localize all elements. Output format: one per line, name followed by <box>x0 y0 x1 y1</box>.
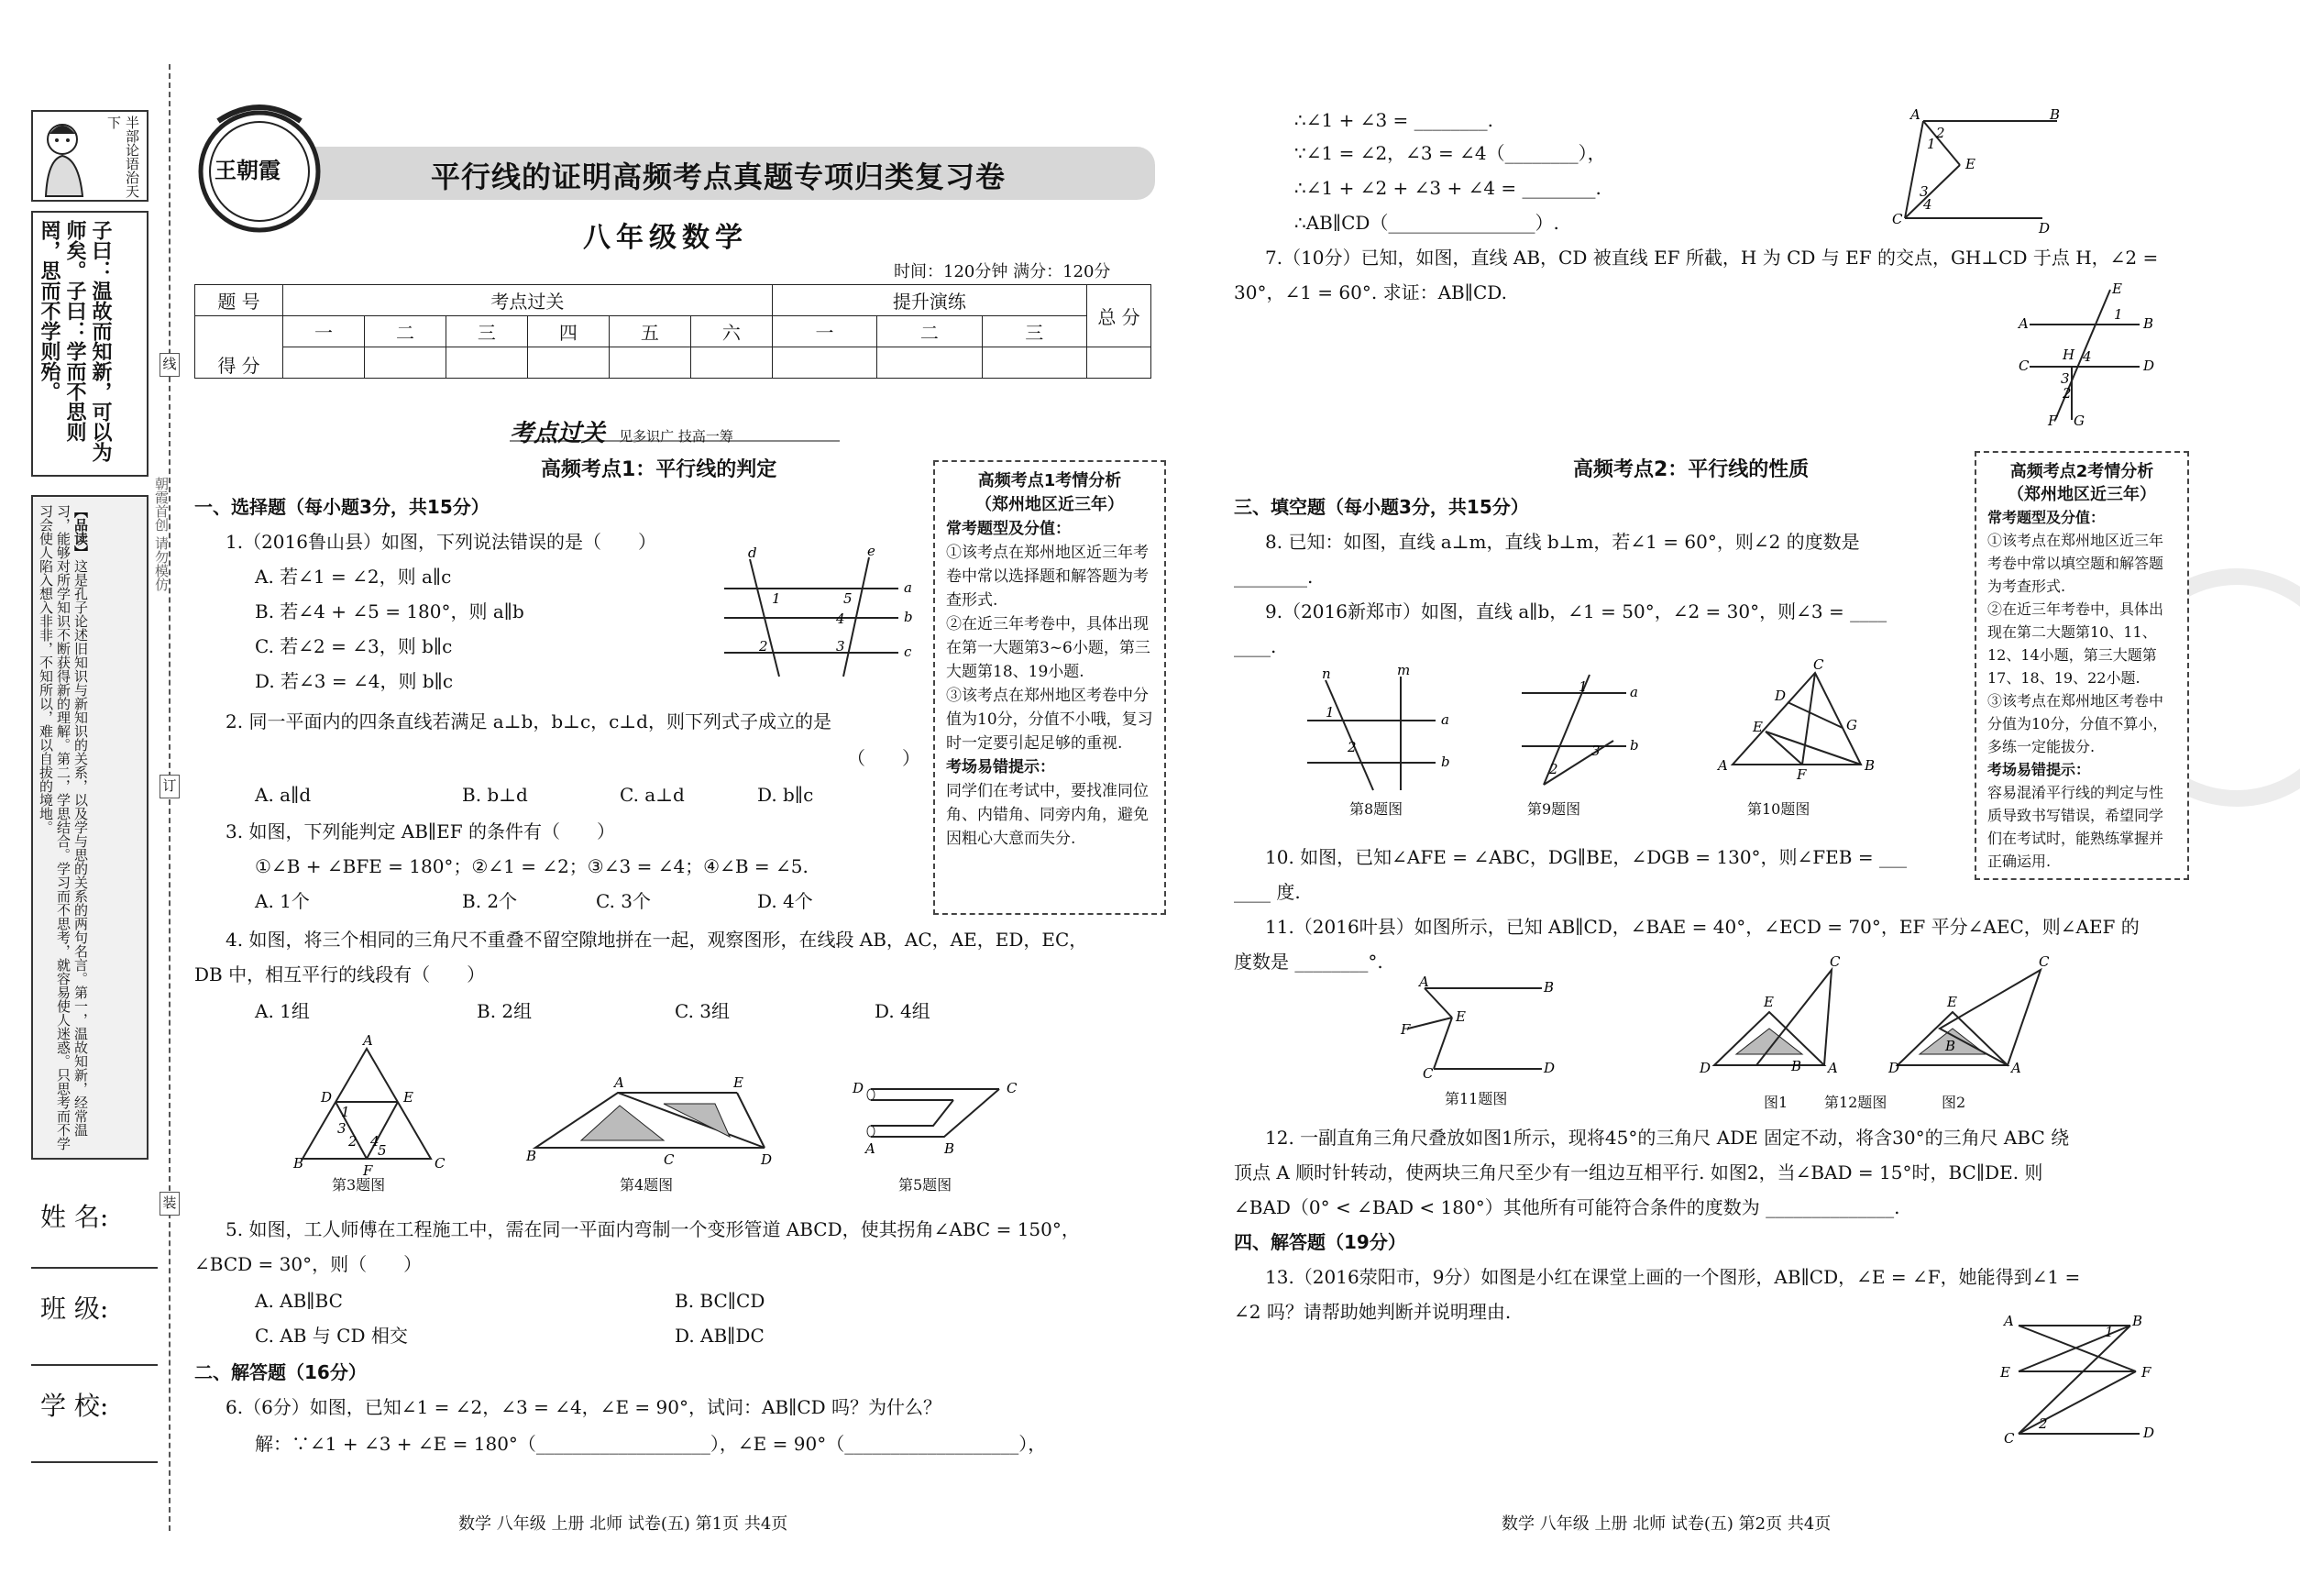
kp2-analysis-box <box>1975 451 2189 880</box>
score-cell[interactable] <box>446 347 527 379</box>
svg-text:F: F <box>2141 1364 2151 1381</box>
q11-line1: 11.（2016叶县）如图所示，已知 AB∥CD，∠BAE = 40°，∠ECD = 70°，EF 平分∠AEC，则∠AEF 的 <box>1265 916 2140 938</box>
class-field[interactable] <box>31 1364 158 1366</box>
score-cell[interactable] <box>1087 347 1151 379</box>
q7-line2: 30°，∠1 = 60°. 求证：AB∥CD. <box>1234 281 1507 303</box>
score-cell[interactable] <box>772 347 876 379</box>
svg-text:B: B <box>526 1148 537 1164</box>
svg-text:B: B <box>1544 979 1555 996</box>
svg-text:A: A <box>363 1032 373 1049</box>
svg-text:C: C <box>2019 358 2030 374</box>
kp1-analysis-box <box>933 460 1166 915</box>
svg-text:D: D <box>2143 1425 2155 1441</box>
svg-text:E: E <box>1947 994 1957 1010</box>
fig3-caption: 第3题图 <box>332 1176 386 1194</box>
svg-text:E: E <box>733 1074 743 1091</box>
q2-paren: （ ） <box>847 747 920 769</box>
svg-text:a: a <box>904 579 912 596</box>
svg-text:1: 1 <box>2114 306 2123 323</box>
svg-text:4: 4 <box>2083 348 2092 365</box>
q2-opt-b: B. b⊥d <box>462 784 528 806</box>
svg-text:B: B <box>293 1155 304 1172</box>
fig3-diagram <box>275 1034 458 1181</box>
q4-opt-b: B. 2组 <box>477 1000 533 1022</box>
q4-opt-d: D. 4组 <box>875 1000 930 1022</box>
part1-heading: 一、选择题（每小题3分，共15分） <box>194 496 490 518</box>
q1-opt-c: C. 若∠2 = ∠3，则 b∥c <box>255 635 453 657</box>
q9-line2: ____. <box>1234 635 1277 657</box>
svg-text:3: 3 <box>1591 743 1601 759</box>
svg-text:E: E <box>1764 994 1774 1010</box>
score-group2: 提升演练 <box>772 285 1086 316</box>
svg-text:H: H <box>2063 347 2075 363</box>
q8-line1: 8. 已知：如图，直线 a⊥m，直线 b⊥m，若∠1 = 60°，则∠2 的度数是 <box>1265 531 1860 553</box>
svg-text:4: 4 <box>836 611 845 627</box>
q13-line2: ∠2 吗？请帮助她判断并说明理由. <box>1234 1301 1512 1323</box>
q3-opt-d: D. 4个 <box>757 890 813 912</box>
svg-text:A: A <box>2004 1313 2014 1329</box>
svg-text:n: n <box>1322 666 1331 682</box>
kp1-box-p3: ③该考点在郑州地区考卷中分值为10分，分值不小哦，复习时一定要引起足够的重视. <box>946 687 1153 753</box>
svg-text:A: A <box>2011 1060 2021 1076</box>
svg-text:E: E <box>1753 719 1763 735</box>
school-label: 学 校: <box>40 1391 109 1421</box>
score-cell[interactable] <box>364 347 446 379</box>
fig9-diagram <box>1516 667 1645 796</box>
q3-opt-a: A. 1个 <box>255 890 310 912</box>
svg-text:3: 3 <box>2061 370 2070 387</box>
svg-text:4: 4 <box>370 1133 380 1150</box>
footer-left: 数学 八年级 上册 北师 试卷(五) 第1页 共4页 <box>458 1514 788 1534</box>
q3-opt-c: C. 3个 <box>596 890 652 912</box>
fig4-caption: 第4题图 <box>620 1176 674 1194</box>
section-banner <box>510 414 840 447</box>
svg-text:2: 2 <box>348 1133 358 1150</box>
svg-text:A: A <box>1828 1060 1838 1076</box>
svg-text:2: 2 <box>1348 739 1357 755</box>
svg-text:2: 2 <box>1549 761 1558 777</box>
svg-text:3: 3 <box>337 1120 347 1137</box>
svg-text:C: C <box>2039 953 2050 970</box>
part2-heading: 二、解答题（16分） <box>194 1361 367 1383</box>
q12-line1: 12. 一副直角三角尺叠放如图1所示，现将45°的三角尺 ADE 固定不动，将含30°的三角尺 ABC 绕 <box>1265 1127 2070 1149</box>
q11-line2: 度数是 ________°. <box>1234 951 1383 973</box>
svg-text:C: C <box>664 1151 675 1168</box>
q9-line1: 9.（2016新郑市）如图，直线 a∥b，∠1 = 50°，∠2 = 30°，则∠3 = ____ <box>1265 600 1887 622</box>
svg-text:B: B <box>1945 1038 1956 1054</box>
svg-text:F: F <box>1797 766 1807 783</box>
kp1-box-subtitle: （郑州地区近三年） <box>975 495 1124 514</box>
svg-text:D: D <box>1775 688 1787 704</box>
svg-text:2: 2 <box>2039 1415 2048 1432</box>
fig4-diagram <box>526 1074 801 1175</box>
kp2-box-title: 高频考点2考情分析 <box>2009 462 2154 481</box>
q10-line1: 10. 如图，已知∠AFE = ∠ABC，DG∥BE，∠DGB = 130°，则∠FEB = ___ <box>1265 846 1907 868</box>
svg-text:A: A <box>1419 974 1429 990</box>
q5-line2: ∠BCD = 30°，则（ ） <box>194 1253 423 1275</box>
svg-text:E: E <box>2000 1364 2010 1381</box>
svg-text:E: E <box>2112 281 2122 297</box>
reading-box <box>31 495 149 1160</box>
quote-box <box>31 211 149 477</box>
fig5-diagram <box>853 1071 1036 1172</box>
q2-opt-a: A. a∥d <box>255 784 312 806</box>
fig8-caption: 第8题图 <box>1349 800 1403 818</box>
q5-opt-c: C. AB 与 CD 相交 <box>255 1325 408 1347</box>
score-row1-label: 题 号 <box>195 285 283 316</box>
q12-line3: ∠BAD（0° < ∠BAD < 180°）其他所有可能符合条件的度数为 ______________. <box>1234 1196 1900 1218</box>
kp1-box-h2: 考场易错提示： <box>946 758 1055 776</box>
col-7: 一 <box>772 316 876 347</box>
kp2-box-p4: 容易混淆平行线的判定与性质导致书写错误，希望同学们在考试时，能熟练掌握并正确运用. <box>1987 784 2164 870</box>
svg-text:G: G <box>2074 413 2085 429</box>
q1-stem: 1.（2016鲁山县）如图，下列说法错误的是（ ） <box>226 531 656 553</box>
kp2-box-h2: 考场易错提示： <box>1987 761 2091 778</box>
cut-mark-2: 订 <box>160 775 180 798</box>
svg-text:1: 1 <box>2105 1324 2114 1340</box>
fig9-caption: 第9题图 <box>1527 800 1581 818</box>
svg-text:B: B <box>1791 1058 1802 1074</box>
section-banner-main: 考点过关 <box>510 420 606 447</box>
kp2-box-p1: ①该考点在郑州地区近三年考卷中常以填空题和解答题为考查形式. <box>1987 532 2164 595</box>
svg-text:1: 1 <box>1579 678 1588 695</box>
fig12-cap-1: 图1 <box>1764 1094 1788 1111</box>
col-6: 六 <box>690 316 772 347</box>
svg-text:3: 3 <box>836 638 845 655</box>
proverb-top: 半部论语治天下 <box>105 116 140 198</box>
svg-text:D: D <box>2039 220 2051 237</box>
confucius-quote: 子曰：温故而知新，可以为师矣。子曰：学而不思则罔，思而不学则殆。 <box>38 220 113 462</box>
q6-cont-4: ∴AB∥CD（________________）. <box>1294 212 1559 234</box>
section-banner-sub: 见多识广 技高一筹 <box>619 428 733 445</box>
q7-figure <box>2019 281 2155 429</box>
kp1-box-p2: ②在近三年考卷中，具体出现在第一大题第3~6小题，第三大题第18、19小题. <box>946 615 1150 681</box>
fig13-diagram <box>1998 1309 2163 1447</box>
q3-opt-b: B. 2个 <box>462 890 518 912</box>
svg-text:G: G <box>1846 717 1857 733</box>
q4-line2: DB 中，相互平行的线段有（ ） <box>194 963 486 985</box>
kp1-box-title: 高频考点1考情分析 <box>977 471 1122 490</box>
kp1-box-p4: 同学们在考试中，要找准同位角、内错角、同旁内角，避免因粗心大意而失分. <box>946 782 1149 848</box>
svg-text:a: a <box>1630 684 1638 700</box>
svg-text:D: D <box>1888 1060 1900 1076</box>
q5-line1: 5. 如图，工人师傅在工程施工中，需在同一平面内弯制一个变形管道 ABCD，使其拐角∠ABC = 150°， <box>226 1218 1080 1240</box>
col-4: 四 <box>527 316 609 347</box>
col-2: 二 <box>364 316 446 347</box>
name-label: 姓 名: <box>40 1202 109 1232</box>
svg-text:B: B <box>2143 315 2154 332</box>
svg-text:D: D <box>1700 1060 1711 1076</box>
svg-text:b: b <box>1630 737 1639 754</box>
svg-text:D: D <box>853 1080 864 1096</box>
q3-stem: 3. 如图，下列能判定 AB∥EF 的条件有（ ） <box>226 820 616 842</box>
score-cell[interactable] <box>527 347 609 379</box>
q2-opt-d: D. b∥c <box>757 784 814 806</box>
score-table <box>194 284 1151 379</box>
kp1-box-p1: ①该考点在郑州地区近三年考卷中常以选择题和解答题为考查形式. <box>946 544 1149 610</box>
svg-text:1: 1 <box>341 1104 350 1120</box>
svg-text:C: C <box>1830 953 1841 970</box>
fig5-caption: 第5题图 <box>898 1176 952 1194</box>
q6-solution: 解：∵∠1 + ∠3 + ∠E = 180°（___________________），∠E = 90°（___________________）， <box>255 1433 1047 1455</box>
svg-text:D: D <box>321 1089 333 1106</box>
fig10-diagram <box>1714 656 1879 790</box>
q7-line1: 7.（10分）已知，如图，直线 AB，CD 被直线 EF 所截，H 为 CD 与 EF 的交点，GH⊥CD 于点 H，∠2 = <box>1265 247 2159 269</box>
svg-text:3: 3 <box>1920 183 1929 200</box>
svg-text:C: C <box>1892 211 1903 227</box>
svg-text:5: 5 <box>378 1142 387 1159</box>
school-field[interactable] <box>31 1461 158 1463</box>
svg-text:4: 4 <box>1923 196 1932 213</box>
q12-line2: 顶点 A 顺时针转动，使两块三角尺至少有一组边互相平行. 如图2，当∠BAD = 15°时，BC∥DE. 则 <box>1234 1161 2043 1183</box>
part3-heading: 三、填空题（每小题3分，共15分） <box>1234 496 1529 518</box>
svg-text:2: 2 <box>759 638 768 655</box>
q3-conditions: ①∠B + ∠BFE = 180°；②∠1 = ∠2；③∠3 = ∠4；④∠B = ∠5. <box>255 855 809 877</box>
svg-text:C: C <box>1813 656 1824 673</box>
col-8: 二 <box>877 316 982 347</box>
fig10-caption: 第10题图 <box>1747 800 1810 818</box>
class-label: 班 级: <box>40 1293 109 1324</box>
svg-text:E: E <box>1456 1008 1466 1025</box>
score-total: 总 分 <box>1087 285 1151 347</box>
svg-text:e: e <box>867 543 875 559</box>
svg-text:B: B <box>2132 1313 2143 1329</box>
svg-text:A: A <box>865 1140 875 1157</box>
svg-text:1: 1 <box>1927 136 1936 152</box>
kp2-box-h1: 常考题型及分值： <box>1987 509 2106 526</box>
q8-line2: ________. <box>1234 566 1314 588</box>
kp1-title: 高频考点1：平行线的判定 <box>541 458 777 481</box>
q5-opt-b: B. BC∥CD <box>675 1290 765 1312</box>
q2-stem: 2. 同一平面内的四条直线若满足 a⊥b，b⊥c，c⊥d，则下列式子成立的是 <box>226 710 831 732</box>
svg-text:C: C <box>1007 1080 1018 1096</box>
fig11-diagram <box>1401 974 1566 1082</box>
svg-text:C: C <box>2004 1430 2015 1447</box>
q1-opt-a: A. 若∠1 = ∠2，则 a∥c <box>255 566 452 588</box>
col-5: 五 <box>609 316 690 347</box>
svg-text:a: a <box>1441 711 1449 728</box>
svg-text:1: 1 <box>1326 704 1335 721</box>
reading-text: 这是孔子论述旧知识与新知识的关系，以及学与思的关系的两句名言。第一，温故知新，经常温习，能够对所学知识不断获得新的理解。第二，学思结合。学习而不思考，就容易使人迷惑。只思考而不学习会使人陷入想入非非，不知所以，难以自拔的境地。 <box>38 504 89 1150</box>
q6-cont-3: ∴∠1 + ∠2 + ∠3 + ∠4 = ________. <box>1294 177 1601 199</box>
q1-opt-d: D. 若∠3 = ∠4，则 b∥c <box>255 670 454 692</box>
q13-line1: 13.（2016荥阳市，9分）如图是小红在课堂上画的一个图形，AB∥CD，∠E = ∠F，她能得到∠1 = <box>1265 1266 2081 1288</box>
fig11-caption: 第11题图 <box>1445 1090 1508 1107</box>
q6-figure <box>1887 106 2070 237</box>
svg-text:A: A <box>1718 757 1728 774</box>
svg-text:1: 1 <box>772 590 781 607</box>
part4-heading: 四、解答题（19分） <box>1234 1231 1406 1253</box>
reading-title: 【品读】 <box>72 504 89 559</box>
binding-margin <box>0 0 177 1596</box>
svg-text:C: C <box>435 1155 446 1172</box>
seal-text: 朝霞首创 请勿模仿 <box>153 477 170 591</box>
q6-stem: 6.（6分）如图，已知∠1 = ∠2，∠3 = ∠4，∠E = 90°，试问：AB∥CD 吗？为什么？ <box>226 1396 942 1418</box>
page-title: 平行线的证明高频考点真题专项归类复习卷 <box>431 160 1007 194</box>
subtitle: 八年级数学 <box>583 222 748 254</box>
score-cell[interactable] <box>283 347 365 379</box>
fig12-image1 <box>1700 953 1846 1078</box>
score-cell[interactable] <box>690 347 772 379</box>
svg-text:b: b <box>1441 754 1450 770</box>
svg-text:F: F <box>2048 413 2058 429</box>
svg-text:A: A <box>2019 315 2029 332</box>
svg-text:D: D <box>2143 358 2155 374</box>
svg-text:F: F <box>1401 1021 1411 1038</box>
q2-opt-c: C. a⊥d <box>620 784 685 806</box>
q1-opt-b: B. 若∠4 + ∠5 = 180°，则 a∥b <box>255 600 524 622</box>
svg-text:m: m <box>1397 662 1411 678</box>
fig12-cap-main: 第12题图 <box>1824 1094 1887 1111</box>
name-field[interactable] <box>31 1267 158 1269</box>
kp2-box-p2: ②在近三年考卷中，具体出现在第二大题第10、11、12、14小题，第三大题第17、18、19、22小题. <box>1987 600 2164 687</box>
svg-text:E: E <box>1965 156 1975 172</box>
svg-text:B: B <box>1865 757 1876 774</box>
q4-opt-a: A. 1组 <box>255 1000 310 1022</box>
q10-line2: ____ 度. <box>1234 881 1301 903</box>
kp2-box-subtitle: （郑州地区近三年） <box>2008 485 2156 504</box>
q5-opt-d: D. AB∥DC <box>675 1325 765 1347</box>
svg-text:A: A <box>1910 106 1920 123</box>
q1-figure <box>715 543 917 678</box>
col-1: 一 <box>283 316 365 347</box>
q4-line1: 4. 如图，将三个相同的三角尺不重叠不留空隙地拼在一起，观察图形，在线段 AB，AC，AE，ED，EC， <box>226 929 1088 951</box>
svg-text:D: D <box>761 1151 773 1168</box>
fig12-cap-2: 图2 <box>1942 1094 1966 1111</box>
col-9: 三 <box>982 316 1086 347</box>
score-row2-label: 得 分 <box>195 316 283 379</box>
svg-text:A: A <box>614 1074 624 1091</box>
footer-right: 数学 八年级 上册 北师 试卷(五) 第2页 共4页 <box>1502 1514 1832 1534</box>
col-3: 三 <box>446 316 527 347</box>
svg-text:d: d <box>748 545 757 561</box>
score-cell[interactable] <box>982 347 1086 379</box>
svg-text:B: B <box>944 1140 955 1157</box>
time-info: 时间：120分钟 满分：120分 <box>894 262 1111 281</box>
kp1-box-h1: 常考题型及分值： <box>946 520 1071 538</box>
cut-mark-3: 装 <box>160 1192 180 1216</box>
q5-opt-a: A. AB∥BC <box>255 1290 343 1312</box>
svg-text:E: E <box>403 1089 413 1106</box>
svg-text:2: 2 <box>1936 125 1945 141</box>
logo-text: 王朝霞 <box>215 157 281 183</box>
svg-text:C: C <box>1423 1065 1434 1082</box>
svg-text:5: 5 <box>843 590 853 607</box>
svg-text:F: F <box>363 1162 373 1179</box>
svg-text:b: b <box>904 609 913 625</box>
score-group1: 考点过关 <box>283 285 773 316</box>
kp2-box-p3: ③该考点在郑州地区考卷中分值为10分，分值不算小，多练一定能拔分. <box>1987 692 2168 755</box>
fig12-image2 <box>1888 953 2053 1078</box>
fig8-diagram <box>1298 662 1463 799</box>
svg-text:c: c <box>904 644 912 660</box>
scholar-figure-icon <box>37 116 92 198</box>
score-cell[interactable] <box>877 347 982 379</box>
q4-opt-c: C. 3组 <box>675 1000 731 1022</box>
q6-cont-2: ∵∠1 = ∠2，∠3 = ∠4（________）， <box>1294 142 1606 164</box>
cut-mark-1: 线 <box>160 353 180 377</box>
svg-text:B: B <box>2050 106 2061 123</box>
svg-text:D: D <box>1544 1060 1556 1076</box>
kp2-title: 高频考点2：平行线的性质 <box>1573 458 1810 481</box>
q6-cont-1: ∴∠1 + ∠3 = ________. <box>1294 109 1493 131</box>
scholar-emblem <box>31 110 149 202</box>
score-cell[interactable] <box>609 347 690 379</box>
svg-text:2: 2 <box>2063 385 2072 402</box>
